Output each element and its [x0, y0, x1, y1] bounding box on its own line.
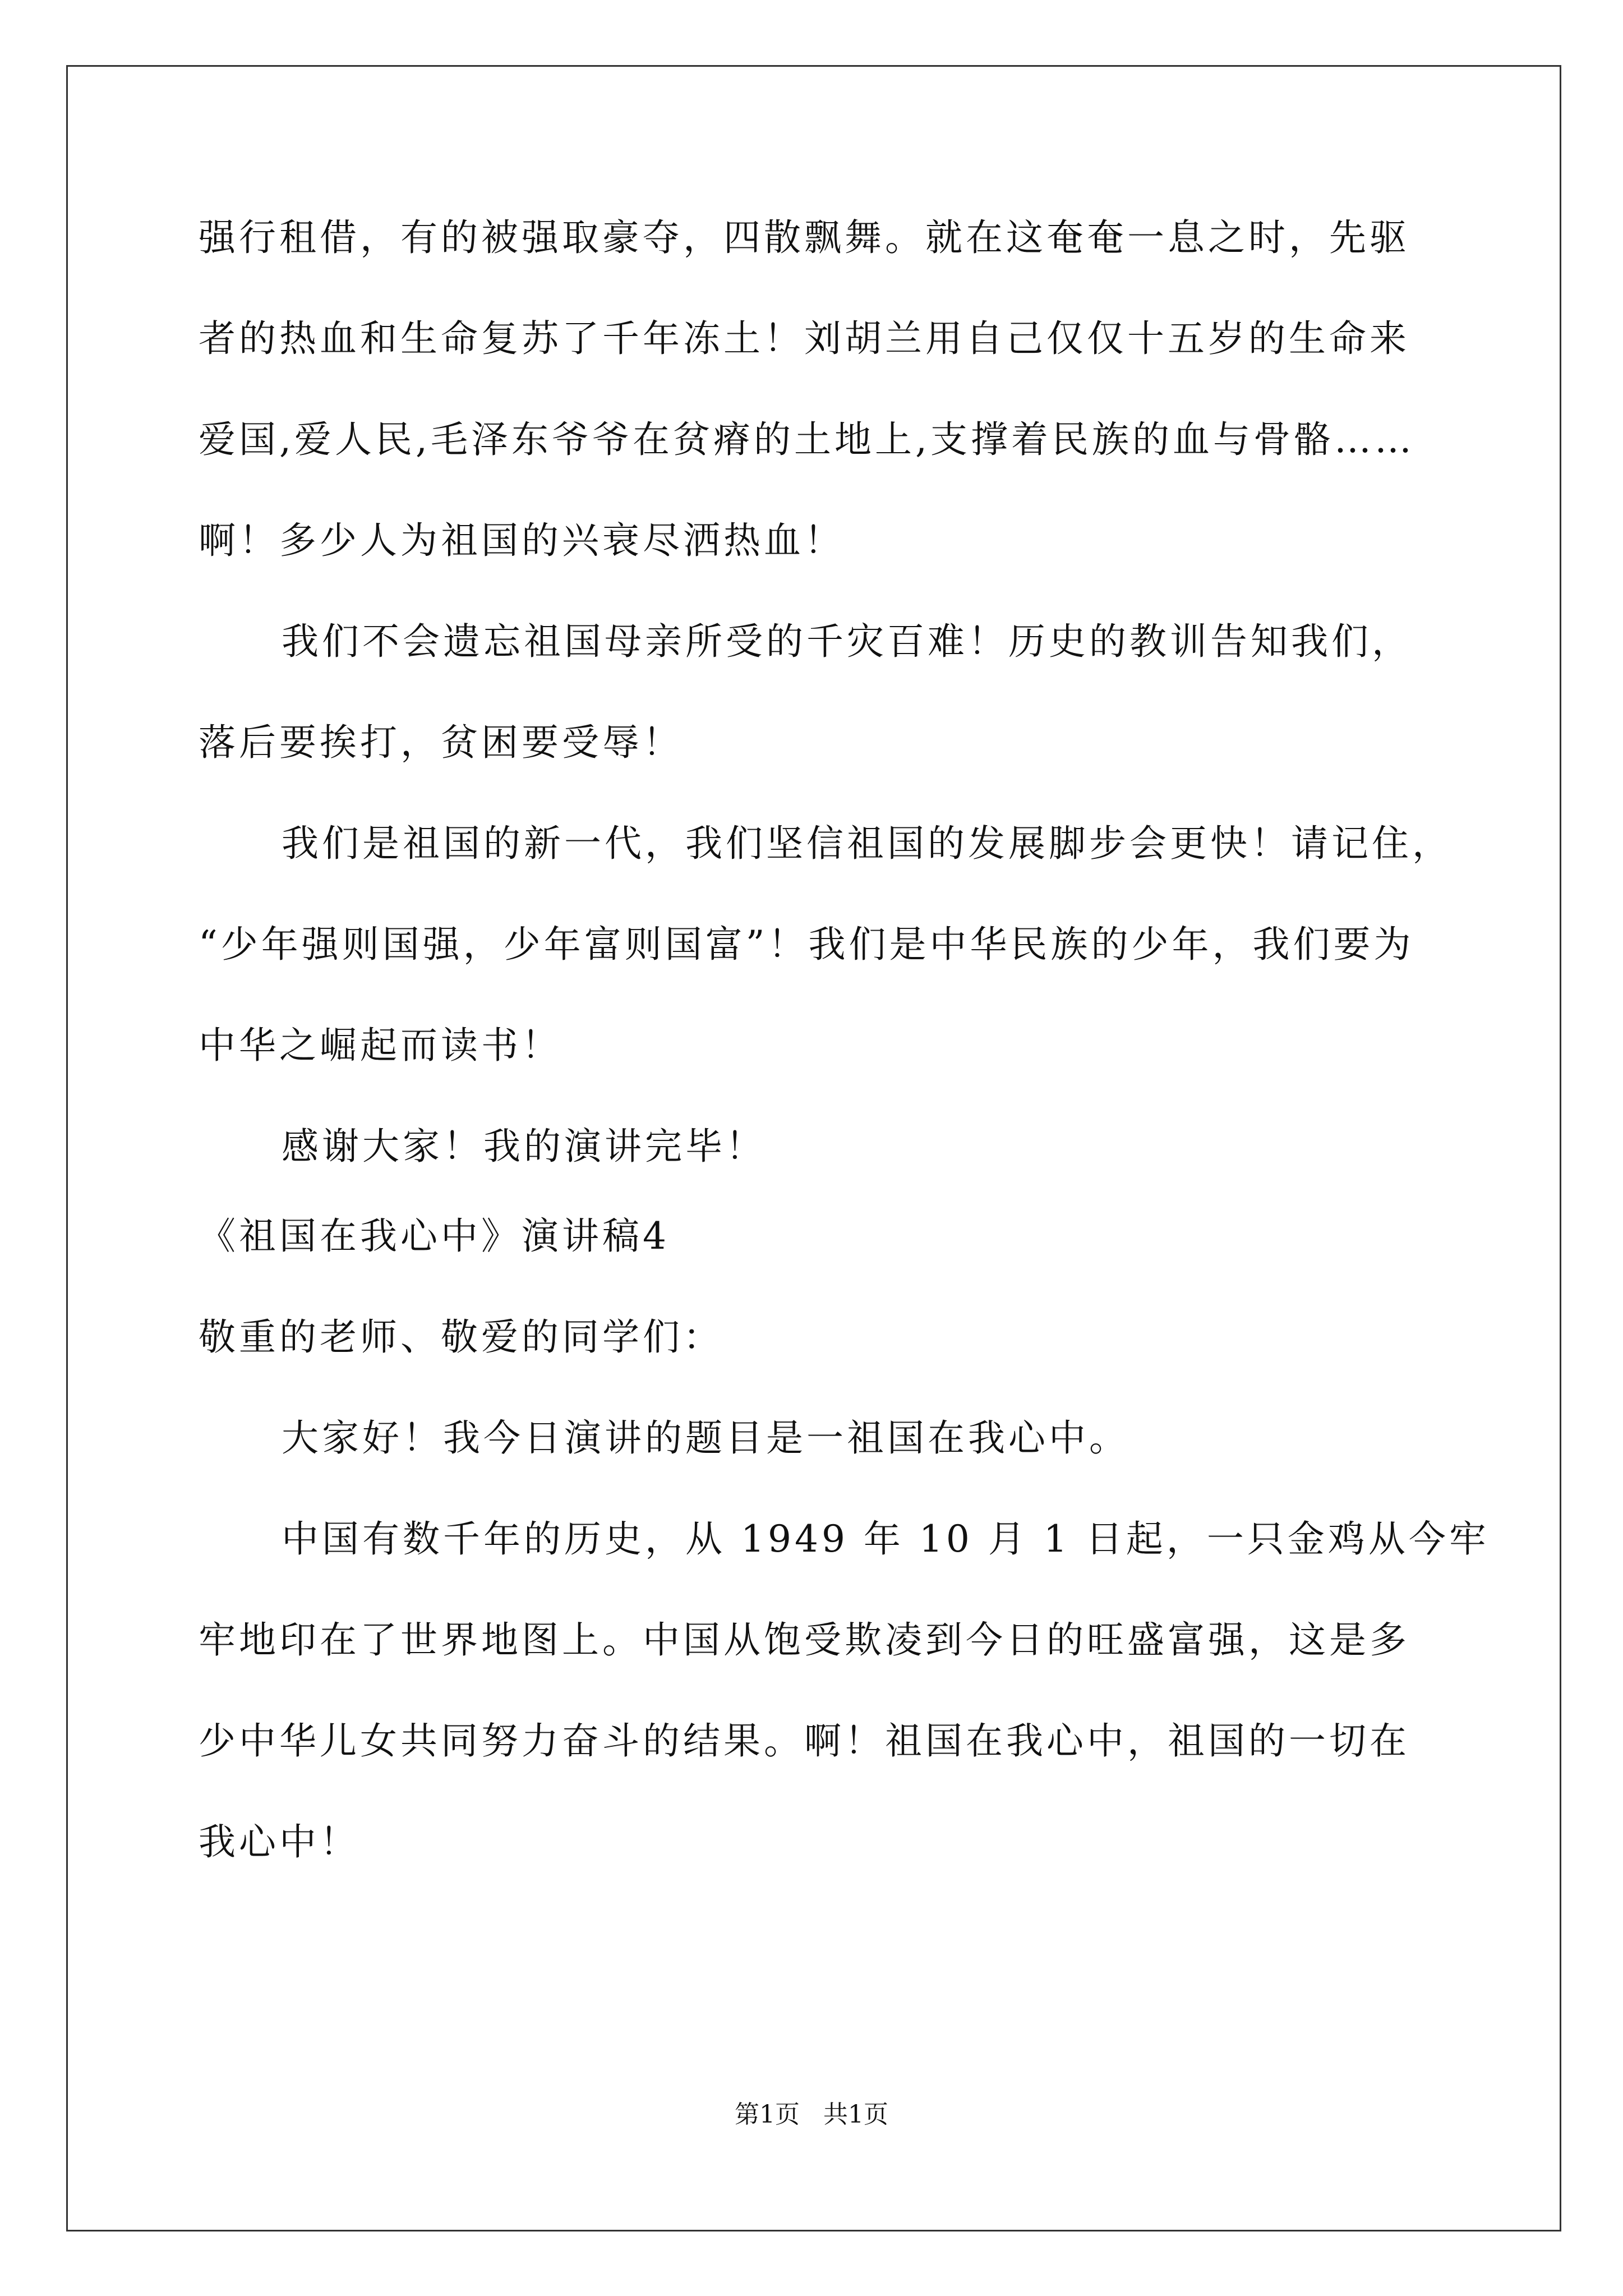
text-line-10: 感谢大家！我的演讲完毕！ [282, 1125, 766, 1168]
text-line-4: 啊！多少人为祖国的兴衰尽洒热血！ [199, 519, 845, 562]
page-number-footer: 第1页 共1页 [735, 2100, 888, 2129]
text-line-5: 我们不会遗忘祖国母亲所受的千灾百难！历史的教训告知我们， [282, 620, 1412, 663]
text-line-9: 中华之崛起而读书！ [199, 1024, 562, 1067]
text-line-7: 我们是祖国的新一代，我们坚信祖国的发展脚步会更快！请记住， [282, 822, 1453, 865]
text-line-6: 落后要挨打，贫困要受辱！ [199, 721, 683, 764]
salutation: 敬重的老师、敬爱的同学们： [199, 1315, 723, 1359]
text-line-14: 中国有数千年的历史，从 1949 年 10 月 1 日起，一只金鸡从今牢 [282, 1517, 1490, 1561]
text-line-1: 强行租借，有的被强取豪夺，四散飘舞。就在这奄奄一息之时，先驱 [199, 216, 1410, 259]
speech-title: 《祖国在我心中》演讲稿4 [199, 1214, 670, 1258]
text-line-8: “少年强则国强，少年富则国富”！我们是中华民族的少年，我们要为 [199, 923, 1414, 966]
text-line-15: 牢地印在了世界地图上。中国从饱受欺凌到今日的旺盛富强，这是多 [199, 1618, 1410, 1662]
text-line-3: 爱国,爱人民,毛泽东爷爷在贫瘠的土地上,支撑着民族的血与骨骼…… [199, 418, 1415, 461]
text-line-16: 少中华儿女共同努力奋斗的结果。啊！祖国在我心中，祖国的一切在 [199, 1719, 1410, 1763]
text-line-2: 者的热血和生命复苏了千年冻土！刘胡兰用自己仅仅十五岁的生命来 [199, 317, 1410, 360]
text-line-13: 大家好！我今日演讲的题目是一祖国在我心中。 [282, 1416, 1129, 1460]
text-line-17: 我心中！ [199, 1820, 360, 1864]
